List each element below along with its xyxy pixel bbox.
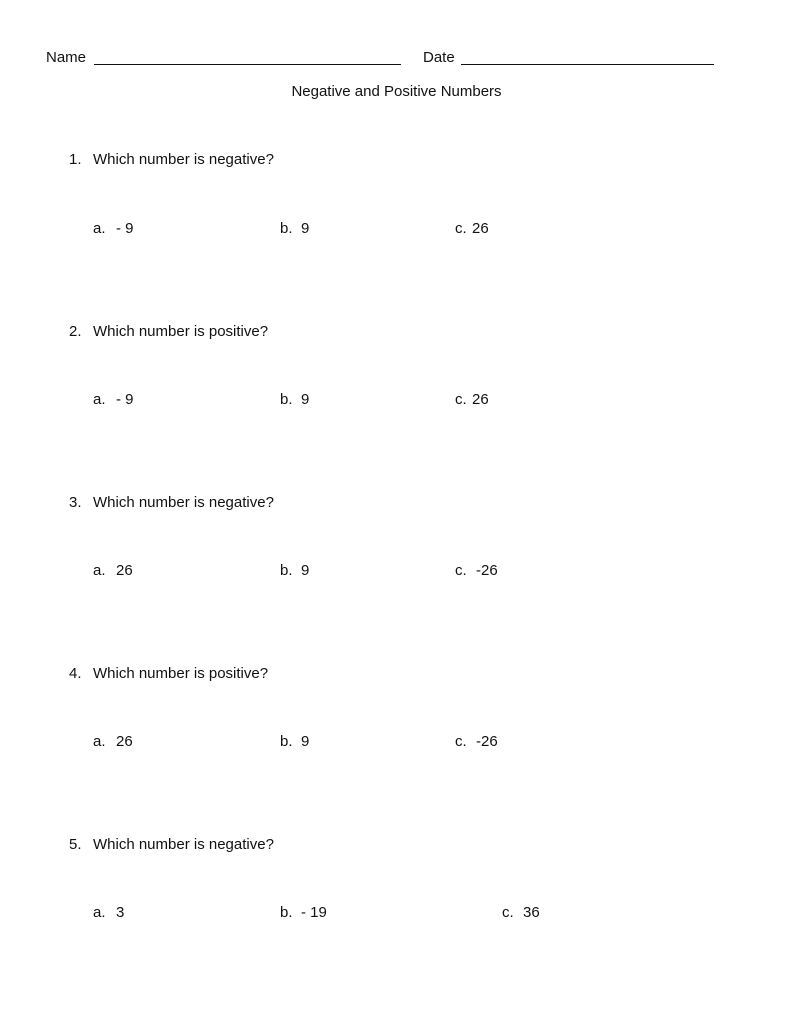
option-letter: b. [280, 562, 293, 579]
page-title: Negative and Positive Numbers [291, 83, 502, 100]
option-letter: c. [455, 220, 467, 237]
option-letter: a. [93, 562, 106, 579]
option-value: 36 [523, 904, 540, 921]
option-letter: c. [455, 391, 467, 408]
option-letter: a. [93, 904, 106, 921]
question-text: Which number is positive? [93, 665, 269, 682]
option-value: 26 [116, 733, 133, 750]
option-letter: c. [502, 904, 514, 921]
question-number: 5. [69, 836, 82, 853]
question-number: 3. [69, 494, 82, 511]
option-value: 26 [116, 562, 133, 579]
question-text: Which number is negative? [93, 151, 274, 168]
name-label: Name [46, 49, 87, 66]
option-value: 26 [472, 220, 489, 237]
question-number: 1. [69, 151, 82, 168]
option-letter: a. [93, 391, 106, 408]
option-letter: b. [280, 904, 293, 921]
question-number: 2. [69, 323, 82, 340]
question-number: 4. [69, 665, 82, 682]
option-letter: c. [455, 562, 467, 579]
question-text: Which number is negative? [93, 494, 274, 511]
option-letter: b. [280, 220, 293, 237]
option-value: 9 [301, 733, 310, 750]
option-value: 9 [301, 391, 310, 408]
option-letter: b. [280, 391, 293, 408]
question-text: Which number is negative? [93, 836, 274, 853]
option-letter: b. [280, 733, 293, 750]
option-value: -26 [476, 733, 498, 750]
date-label: Date [423, 49, 455, 66]
option-value: 9 [301, 220, 310, 237]
option-value: -26 [476, 562, 498, 579]
option-letter: a. [93, 733, 106, 750]
option-value: 3 [116, 904, 125, 921]
name-blank-field[interactable] [94, 64, 401, 65]
option-letter: a. [93, 220, 106, 237]
option-value: - 9 [116, 391, 134, 408]
option-letter: c. [455, 733, 467, 750]
option-value: 26 [472, 391, 489, 408]
option-value: - 19 [301, 904, 327, 921]
date-blank-field[interactable] [461, 64, 714, 65]
question-text: Which number is positive? [93, 323, 269, 340]
option-value: 9 [301, 562, 310, 579]
option-value: - 9 [116, 220, 134, 237]
